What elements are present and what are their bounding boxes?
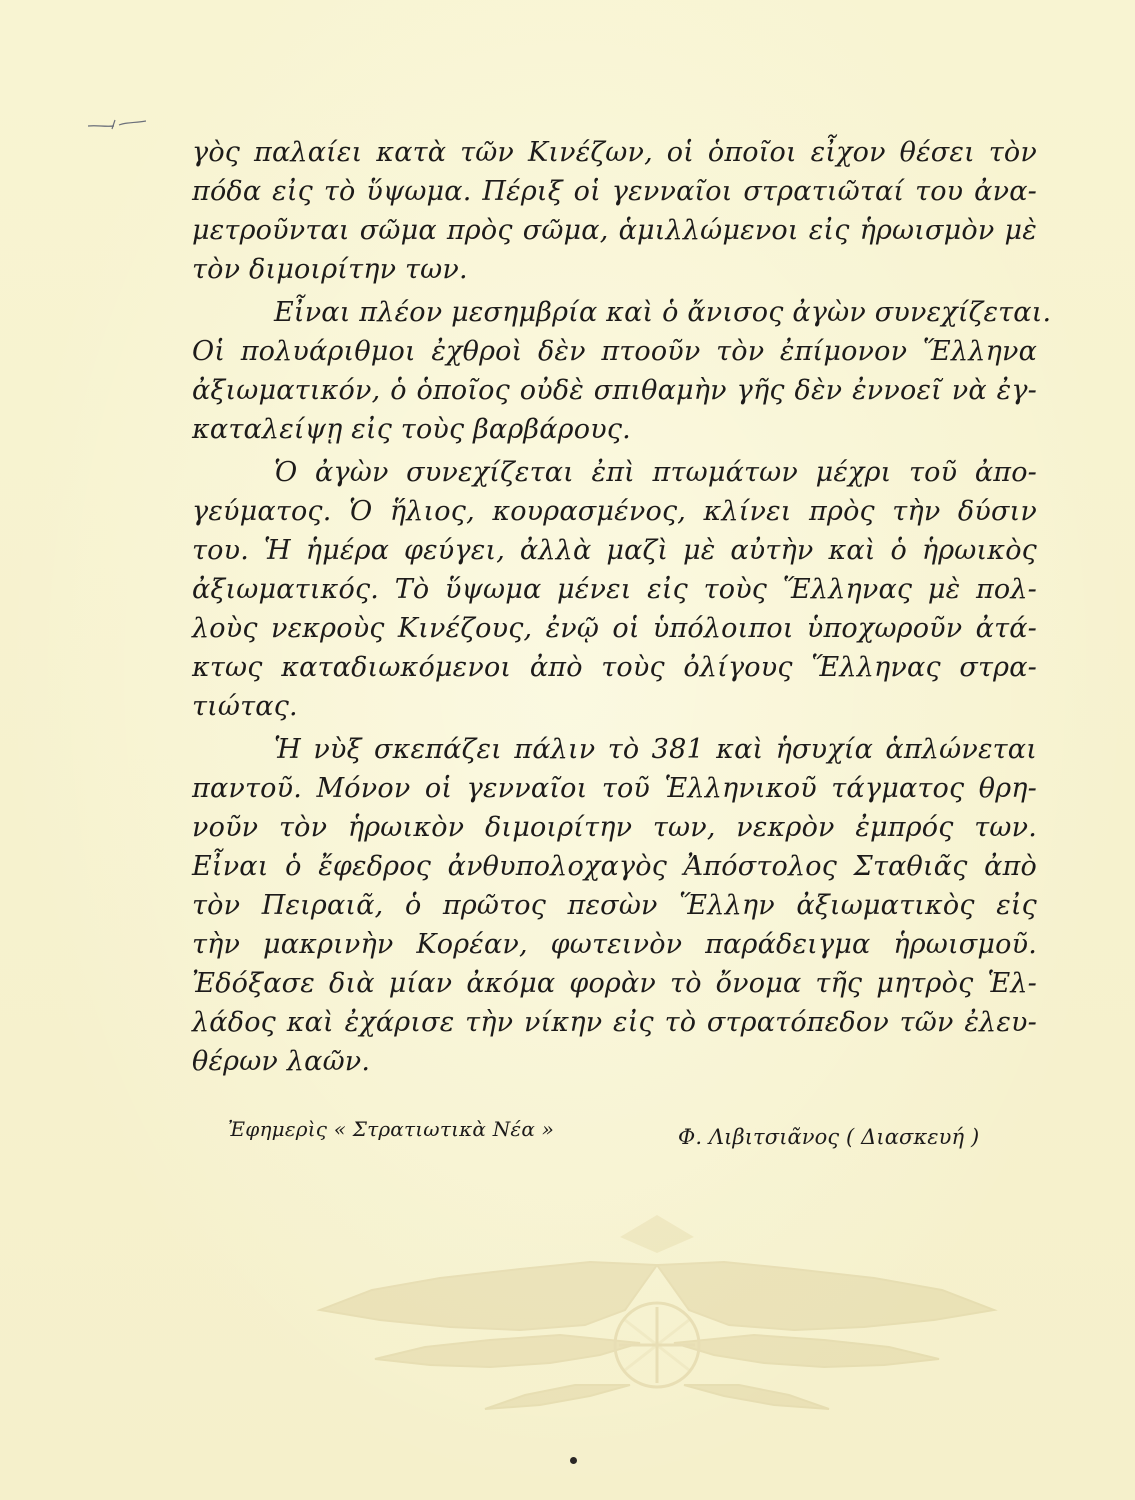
text-line: Ἐδόξασε διὰ μίαν ἀκόμα φορὰν τὸ ὄνομα τῆς μητρὸς Ἑλ- (192, 968, 1037, 999)
text-line: κτως καταδιωκόμενοι ἀπὸ τοὺς ὀλίγους Ἕλληνας στρα- (192, 652, 1037, 683)
text-line: Εἶναι πλέον μεσημβρία καὶ ὁ ἄνισος ἀγὼν συνεχίζεται. (274, 297, 1052, 328)
text-line: νοῦν τὸν ἡρωικὸν διμοιρίτην των, νεκρὸν ἐμπρός των. (192, 812, 1037, 843)
text-line: γεύματος. Ὁ ἥλιος, κουρασμένος, κλίνει πρὸς τὴν δύσιν (192, 496, 1037, 527)
attribution-footer (228, 1112, 988, 1149)
text-line: μετροῦνται σῶμα πρὸς σῶμα, ἁμιλλώμενοι εἰς ἡρωισμὸν μὲ (192, 215, 1037, 246)
text-line: Οἱ πολυάριθμοι ἐχθροὶ δὲν πτοοῦν τὸν ἐπίμονον Ἕλληνα (192, 336, 1037, 367)
body-text (192, 133, 1052, 1081)
text-line: λάδος καὶ ἐχάρισε τὴν νίκην εἰς τὸ στρατόπεδον τῶν ἐλευ- (192, 1007, 1037, 1038)
text-line: θέρων λαῶν. (192, 1046, 371, 1077)
text-line: ἀξιωματικόν, ὁ ὁποῖος οὐδὲ σπιθαμὴν γῆς δὲν ἐννοεῖ νὰ ἐγ- (192, 375, 1037, 406)
text-line: του. Ἡ ἡμέρα φεύγει, ἀλλὰ μαζὶ μὲ αὐτὴν καὶ ὁ ἡρωικὸς (192, 535, 1037, 566)
text-line: λοὺς νεκροὺς Κινέζους, ἐνῷ οἱ ὑπόλοιποι ὑποχωροῦν ἀτά- (192, 613, 1037, 644)
text-line: τὸν Πειραιᾶ, ὁ πρῶτος πεσὼν Ἕλλην ἀξιωματικὸς εἰς (192, 890, 1037, 921)
text-line: Εἶναι ὁ ἔφεδρος ἀνθυπολοχαγὸς Ἀπόστολος Σταθιᾶς ἀπὸ (192, 851, 1037, 882)
text-line: ἀξιωματικός. Τὸ ὕψωμα μένει εἰς τοὺς Ἕλληνας μὲ πολ- (192, 574, 1037, 605)
text-line: Ἡ νὺξ σκεπάζει πάλιν τὸ 381 καὶ ἡσυχία ἁπλώνεται (274, 734, 1037, 765)
text-line: γὸς παλαίει κατὰ τῶν Κινέζων, οἱ ὁποῖοι εἶχον θέσει τὸν (192, 137, 1037, 168)
wings-emblem-watermark-icon (300, 1195, 1015, 1445)
text-line: τιώτας. (192, 691, 298, 722)
text-line: τὴν μακρινὴν Κορέαν, φωτεινὸν παράδειγμα ἡρωισμοῦ. (192, 929, 1037, 960)
pencil-mark-icon (88, 118, 146, 134)
text-line: τὸν διμοιρίτην των. (192, 254, 468, 285)
source-citation: Ἐφημερὶς « Στρατιωτικὰ Νέα » (228, 1117, 555, 1141)
text-line: παντοῦ. Μόνον οἱ γενναῖοι τοῦ Ἑλληνικοῦ τάγματος θρη- (192, 773, 1037, 804)
text-line: Ὁ ἀγὼν συνεχίζεται ἐπὶ πτωμάτων μέχρι τοῦ ἀπο- (274, 457, 1037, 488)
text-line: πόδα εἰς τὸ ὕψωμα. Πέριξ οἱ γενναῖοι στρατιῶταί του ἀνα- (192, 176, 1037, 207)
ink-dot (570, 1457, 577, 1464)
text-line: καταλείψῃ εἰς τοὺς βαρβάρους. (192, 414, 631, 445)
author-credit: Φ. Λιβιτσιᾶνος ( Διασκευή ) (678, 1125, 980, 1149)
